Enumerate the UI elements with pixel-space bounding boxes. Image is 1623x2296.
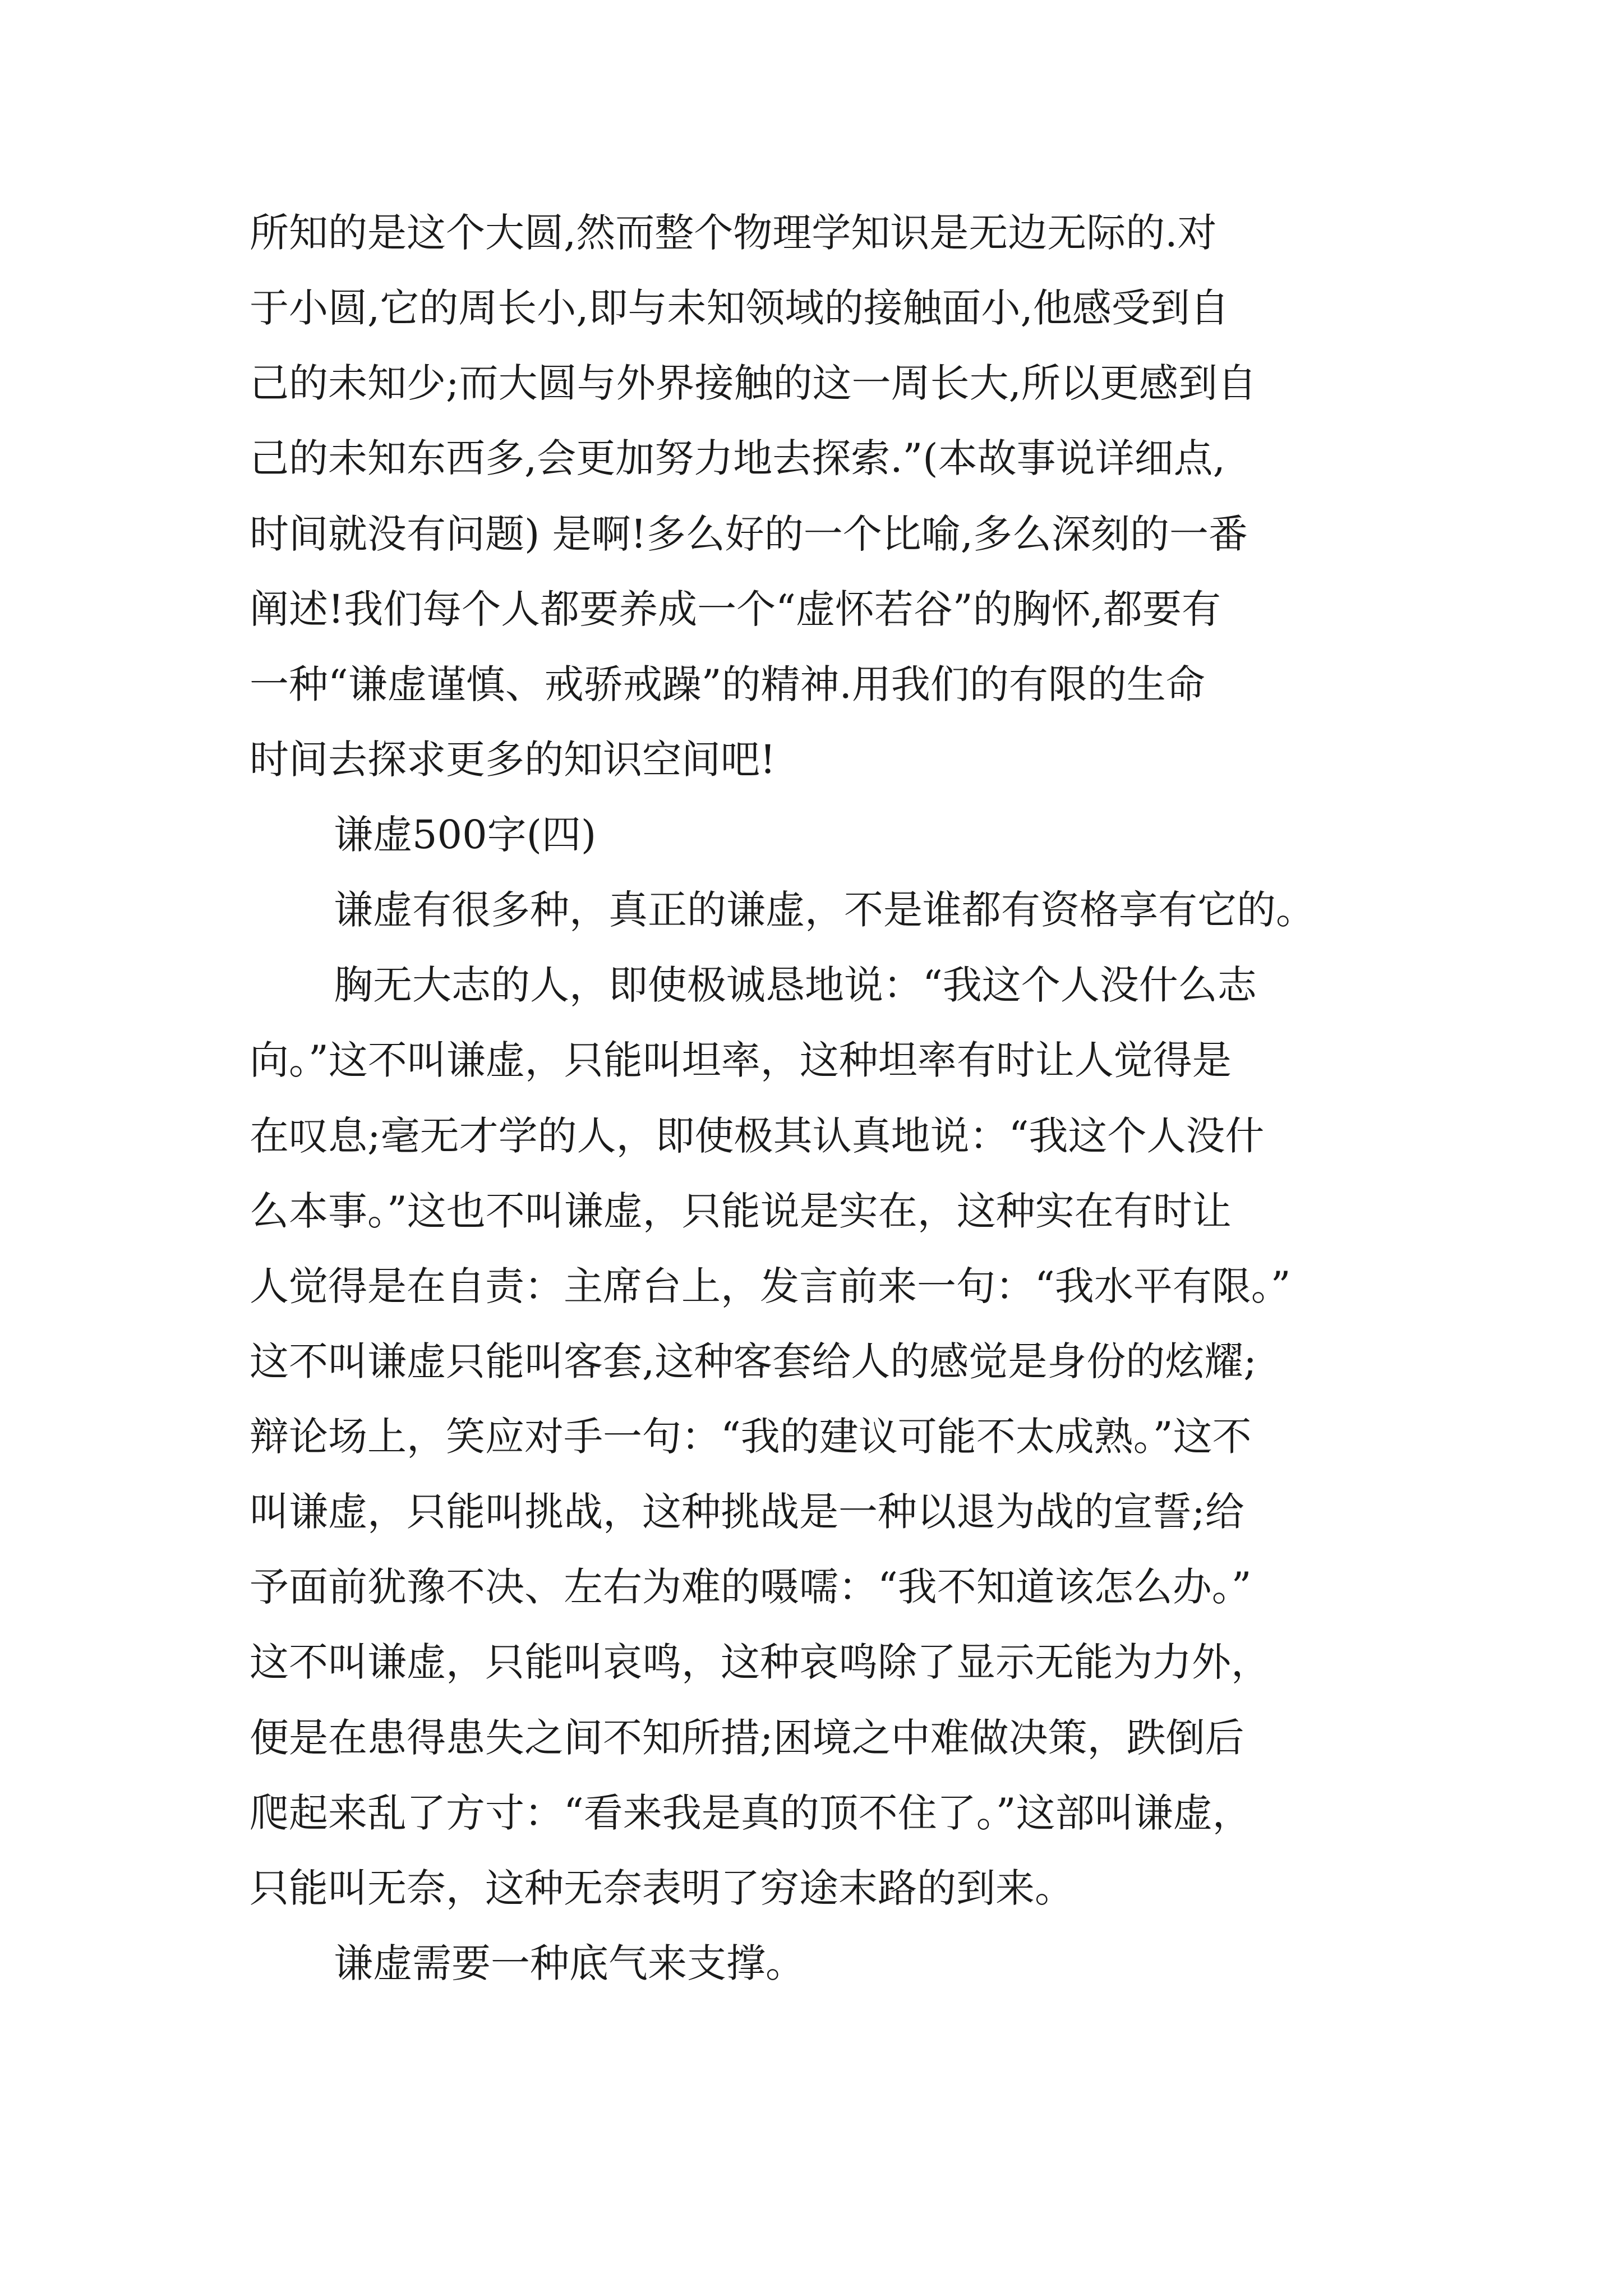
text-line: 在叹息;毫无才学的人，即使极其认真地说：“我这个人没什 (250, 1113, 1265, 1159)
text-line: 谦虚有很多种，真正的谦虚，不是谁都有资格享有它的。 (334, 887, 1315, 933)
text-line: 己的未知东西多,会更加努力地去探索.”(本故事说详细点, (250, 435, 1225, 481)
text-line: 么本事。”这也不叫谦虚，只能说是实在，这种实在有时让 (250, 1188, 1232, 1234)
text-line: 己的未知少;而大圆与外界接触的这一周长大,所以更感到自 (250, 360, 1257, 406)
text-line: 阐述!我们每个人都要养成一个“虚怀若谷”的胸怀,都要有 (250, 586, 1221, 632)
text-line: 只能叫无奈，这种无奈表明了穷途末路的到来。 (250, 1865, 1074, 1911)
text-line: 人觉得是在自责：主席台上，发言前来一句：“我水平有限。” (250, 1263, 1291, 1309)
text-line: 于小圆,它的周长小,即与未知领域的接触面小,他感受到自 (250, 285, 1229, 331)
text-line: 时间去探求更多的知识空间吧! (250, 737, 776, 783)
text-line: 予面前犹豫不决、左右为难的嗫嚅：“我不知道该怎么办。” (250, 1564, 1252, 1610)
text-line: 辩论场上，笑应对手一句：“我的建议可能不太成熟。”这不 (250, 1414, 1252, 1460)
text-line: 便是在患得患失之间不知所措;困境之中难做决策，跌倒后 (250, 1715, 1244, 1761)
text-line: 谦虚需要一种底气来支撑。 (334, 1940, 805, 1986)
text-line: 时间就没有问题) 是啊!多么好的一个比喻,多么深刻的一番 (250, 511, 1248, 557)
text-line: 叫谦虚，只能叫挑战，这种挑战是一种以退为战的宣誓;给 (250, 1489, 1244, 1535)
text-line: 这不叫谦虚，只能叫哀鸣，这种哀鸣除了显示无能为力外， (250, 1639, 1270, 1685)
text-line: 这不叫谦虚只能叫客套,这种客套给人的感觉是身份的炫耀; (250, 1338, 1257, 1384)
text-line: 向。”这不叫谦虚，只能叫坦率，这种坦率有时让人觉得是 (250, 1037, 1232, 1083)
text-line: 爬起来乱了方寸：“看来我是真的顶不住了。”这部叫谦虚， (250, 1790, 1252, 1836)
text-line: 胸无大志的人，即使极诚恳地说：“我这个人没什么志 (334, 962, 1257, 1008)
text-line: 所知的是这个大圆,然而整个物理学知识是无边无际的.对 (250, 210, 1217, 256)
section-heading: 谦虚500字(四) (334, 812, 597, 858)
text-line: 一种“谦虚谨慎、戒骄戒躁”的精神.用我们的有限的生命 (250, 661, 1205, 707)
